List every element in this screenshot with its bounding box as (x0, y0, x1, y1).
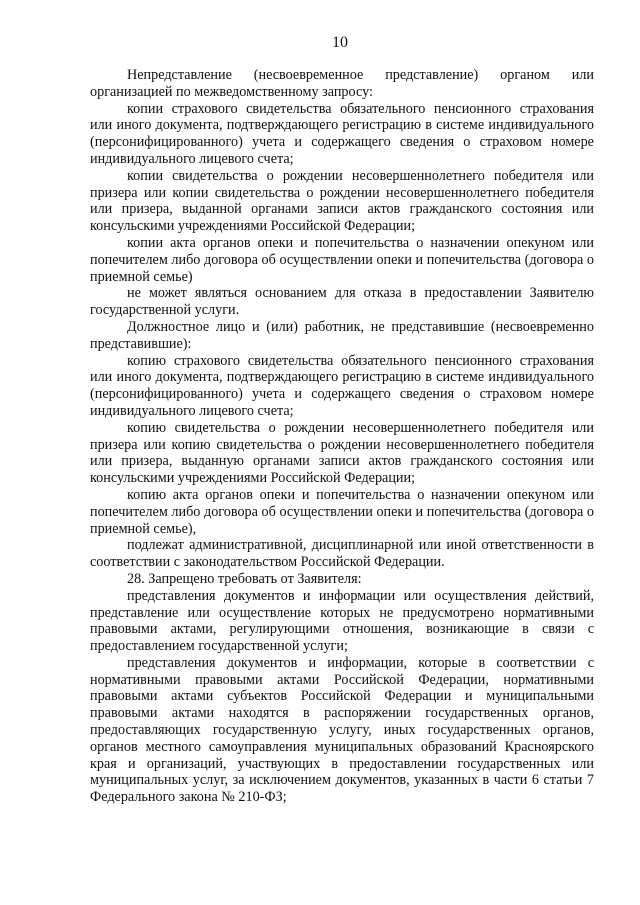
paragraph-not-grounds-for-refusal: не может являться основанием для отказа в предоставлении Заявителю государственной услуги. (90, 285, 594, 319)
paragraph-official-liability-intro: Должностное лицо и (или) работник, не представившие (несвоевременно представившие): (90, 318, 594, 352)
paragraph-pension-certificate-copies: копии страхового свидетельства обязательного пенсионного страхования или иного документа, подтверждающего регистрацию в системе индивидуального (персонифицированного) учета и содержащего сведения о страховом номере индивидуального лицевого счета; (90, 100, 594, 167)
paragraph-prohibited-documents-actions: представления документов и информации или осуществления действий, представление или осуществление которых не предусмотрено нормативными правовыми актами, регулирующими отношения, возникающие в связи с предоставлением государственной услуги; (90, 587, 594, 655)
paragraph-birth-certificate-copy: копию свидетельства о рождении несовершеннолетнего победителя или призера или копию свидетельства о рождении несовершеннолетнего победителя или призера, выданную органами записи актов гражданского состояния или консульскими учреждениями Российской Федерации; (90, 419, 594, 487)
paragraph-section-28-heading: 28. Запрещено требовать от Заявителя: (127, 570, 362, 587)
page-number: 10 (332, 34, 348, 51)
paragraph-guardianship-act-copy: копию акта органов опеки и попечительства о назначении опекуном или попечителем либо договора об осуществлении опеки и попечительства (договора о приемной семье), (90, 486, 594, 537)
paragraph-guardianship-act-copies: копии акта органов опеки и попечительства о назначении опекуном или попечителем либо договора об осуществлении опеки и попечительства (договора о приемной семье) (90, 234, 594, 285)
paragraph-pension-certificate-copy: копию страхового свидетельства обязательного пенсионного страхования или иного документа, подтверждающего регистрацию в системе индивидуального (персонифицированного) учета и содержащего сведения о страховом номере индивидуального лицевого счета; (90, 352, 594, 419)
paragraph-birth-certificate-copies: копии свидетельства о рождении несовершеннолетнего победителя или призера или копии свидетельства о рождении несовершеннолетнего победителя или призера, выданной органами записи актов гражданского состояния или консульскими учреждениями Российской Федерации; (90, 167, 594, 235)
paragraph-prohibited-documents-held: представления документов и информации, которые в соответствии с нормативными правовыми актами Российской Федерации, нормативными правовыми актами субъектов Российской Федерации и муниципальными правовыми актами находятся в распоряжении государственных органов, предоставляющих государственную услугу, иных государственных органов, органов местного самоуправления муниципальных образований Красноярского края и организаций, участвующих в предоставлении государственных или муниципальных услуг, за исключением документов, указанных в части 6 статьи 7 Федерального закона № 210-ФЗ; (90, 654, 594, 806)
document-body (90, 67, 594, 806)
paragraph-nonprovision-intro: Непредставление (несвоевременное представление) органом или организацией по межведомственному запросу: (90, 67, 594, 100)
paragraph-liability: подлежат административной, дисциплинарной или иной ответственности в соответствии с законодательством Российской Федерации. (90, 537, 594, 571)
